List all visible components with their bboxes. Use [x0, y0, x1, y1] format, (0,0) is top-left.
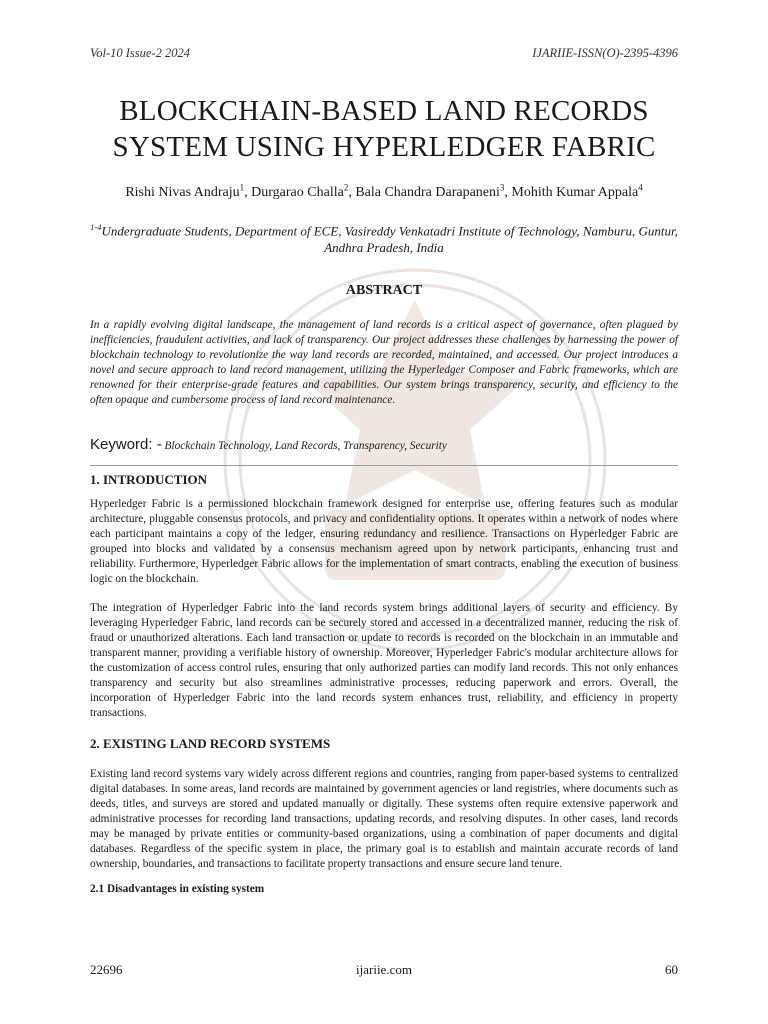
- issn: IJARIIE-ISSN(O)-2395-4396: [532, 46, 678, 60]
- keyword-label: Keyword: -: [90, 436, 162, 453]
- paragraph: Existing land record systems vary widely across different regions and countries, ranging from paper-based systems to centralized digital databases. In some areas, land records are maintained by government agencies or land registries, where documents such as deeds, titles, and surveys are stored and updated manually or digitally. These systems often require extensive paperwork and administrative processes for recording land transactions, updating records, and resolving disputes. In other cases, land records may be managed by private entities or community-based organizations, using a combination of paper documents and digital databases. Regardless of the specific system in place, the primary goal is to establish and maintain accurate records of land ownership, boundaries, and transactions to facilitate property transactions and ensure secure land tenure.: [90, 768, 678, 870]
- abstract-heading: ABSTRACT: [345, 283, 423, 298]
- keyword-values: Blockchain Technology, Land Records, Transparency, Security: [161, 440, 447, 452]
- affiliation: $^{1-4}$Undergraduate Students, Department of ECE, Vasireddy Venkatadri Institute of Technology, Namburu, Guntur, Andhra Pradesh, India: [90, 222, 678, 256]
- paper-title: [60, 93, 708, 165]
- author-list: [60, 182, 708, 201]
- volume-issue: Vol-10 Issue-2 2024: [90, 46, 190, 60]
- keywords: [90, 436, 678, 453]
- subsection-heading: 2.1 Disadvantages in existing system: [90, 883, 265, 895]
- author: Durgarao Challa$^2$,: [251, 182, 356, 200]
- section-heading-introduction: 1. INTRODUCTION: [90, 472, 208, 487]
- author: Mohith Kumar Appala$^4$: [511, 182, 643, 200]
- section-heading-existing-systems: 2. EXISTING LAND RECORD SYSTEMS: [90, 736, 331, 751]
- author: Rishi Nivas Andraju$^1$,: [125, 182, 252, 200]
- journal-site: ijariie.com: [356, 962, 412, 977]
- title-line-2: SYSTEM USING HYPERLEDGER FABRIC: [112, 131, 656, 163]
- divider: [90, 465, 678, 466]
- author: Bala Chandra Darapaneni$^3$,: [355, 182, 512, 200]
- paragraph: The integration of Hyperledger Fabric into the land records system brings additional layers of security and efficiency. By leveraging Hyperledger Fabric, land records can be securely stored and accessed in a decentralized manner, reducing the risk of fraud or unauthorized alterations. Each land transaction or update to records is recorded on the blockchain in an immutable and transparent manner, providing a verifiable history of ownership. Moreover, Hyperledger Fabric's modular architecture allows for the customization of access control rules, ensuring that only authorized parties can modify land records. This not only enhances transparency and security but also streamlines administrative processes, reducing paperwork and errors. Overall, the incorporation of Hyperledger Fabric into the land records system enhances trust, reliability, and efficiency in property transactions.: [90, 602, 678, 719]
- page-number: 60: [665, 962, 678, 977]
- paragraph: Hyperledger Fabric is a permissioned blockchain framework designed for enterprise use, offering features such as modular architecture, pluggable consensus protocols, and privacy and confidentiality options. It operates within a network of nodes where each participant maintains a copy of the ledger, ensuring redundancy and resilience. Transactions on Hyperledger Fabric are grouped into blocks and validated by a consensus mechanism agreed upon by network participants, enhancing trust and reliability. Furthermore, Hyperledger Fabric allows for the implementation of smart contracts, enabling the execution of business logic on the blockchain.: [90, 498, 678, 585]
- abstract-text: In a rapidly evolving digital landscape, the management of land records is a critical aspect of governance, often plagued by inefficiencies, fraudulent activities, and lack of transparency. Our project addresses these challenges by harnessing the power of blockchain technology to revolutionize the way land records are recorded, maintained, and accessed. Our project introduces a novel and secure approach to land record management, utilizing the Hyperledger Composer and Fabric frameworks, which are renowned for their enterprise-grade features and capabilities. Our system brings transparency, security, and efficiency to the often opaque and cumbersome process of land record maintenance.: [90, 319, 678, 406]
- paper-id: 22696: [90, 962, 123, 977]
- title-line-1: BLOCKCHAIN-BASED LAND RECORDS: [119, 95, 649, 127]
